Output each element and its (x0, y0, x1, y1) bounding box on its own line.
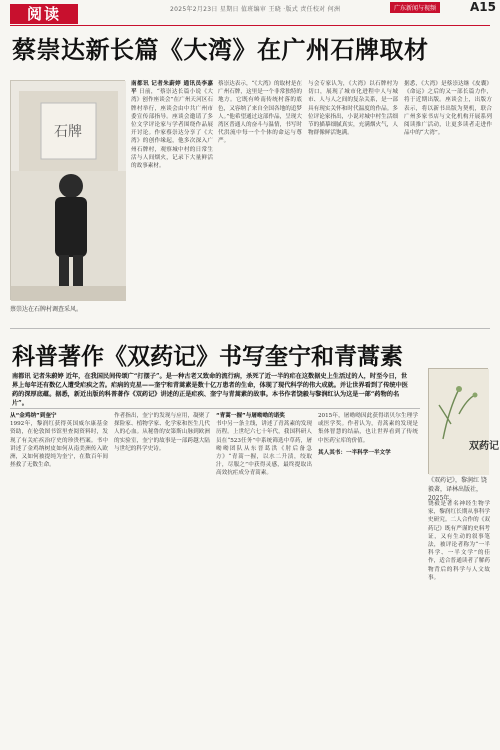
edition-label: 广东新闻与视频 (390, 2, 440, 13)
article1-col3: 与会专家认为，《大湾》以石牌村为切口，展现了城市化进程中人与城市、人与人之间的复杂关系，是一部具有现实关怀和时代温度的作品。多位评论家指出，小说对城中村生活细节的描摹细腻真实，充满烟火气，人物群像鲜活饱满。 (308, 81, 398, 137)
book-title-text: 双药记 (469, 441, 499, 452)
article-divider (10, 328, 490, 329)
article2-lead: 南都讯 记者朱蔚婷 近年，在我国民间传颂广“打摆子”。是一种古老又致命的流行病，杀死了近一半的疟在这数据史上生活过的人，时至今日，世界上每年还有数亿人遭受疟疾之苦。疟病的克星——奎宁和青蒿素是数十亿万患者的生命，体现了现代科学的伟大成就。并让世界看到了传统中医药的深厚底蕴。据悉，新近出版的科普著作《双药记》讲述的正是疟疾、奎宁与青蒿素的故事。本书作者饶毅与黎润红认为这是一部“药物的名片”。 (12, 373, 408, 407)
article1-col1 (131, 80, 213, 318)
subhead-3: 其人其书：一半科学一半文学 (318, 449, 391, 456)
issue-meta: 2025年2月23日 星期日 值班编审 王晓 ·版式 责任校对 何洲 (170, 6, 341, 13)
book-cover-image (428, 368, 499, 474)
article1-col2: 蔡崇达表示，“《大湾》的取材是在广州石牌，这里是一个非常独特的地方。它既有岭南传统村落的底色，又容纳了来自全国各地的追梦人。”他希望通过这部作品，呈现大湾区普通人的奋斗与温情，书写时代洪流中每一个个体的命运与尊严。 (218, 81, 302, 145)
article1-headline: 蔡崇达新长篇《大湾》在广州石牌取材 (12, 36, 429, 64)
article1-byline: 南都讯 记者朱蔚婷 通讯员李嘉平 (131, 81, 213, 96)
photo-sign-text: 石牌 (54, 124, 82, 140)
article2-col4-text: 2015年，屠呦呦因此获得诺贝尔生理学或医学奖。作者认为，青蒿素的发现是集体智慧的结晶，也让世界看到了传统中医药宝库的价值。 (318, 413, 418, 444)
article2-col3-text: 书中另一条主线，讲述了青蒿素的发现历程。上世纪六七十年代，我国科研人员在“523任务”中系统筛选中草药，屠呦呦团队从东晋葛洪《肘后备急方》“青蒿一握，以水二升渍，绞取汁，尽服之”中获得灵感，最终提取出高效抗疟成分青蒿素。 (216, 421, 312, 477)
header-rule (10, 25, 490, 26)
lead-divider (10, 408, 420, 409)
article1-col4: 据悉，《大湾》是蔡崇达继《皮囊》《命运》之后的又一部长篇力作，将于近期出版。座谈会上，出版方表示，将以新书出版为契机，联合广州多家书店与文化机构开展系列阅读推广活动，让更多读者走进作品中的“大湾”。 (404, 81, 492, 137)
article1-col1-text: 日前，“蔡崇达长篇小说《大湾》创作座谈会”在广州天河区石牌村举行，座谈会由中共广州市委宣传部指导。座谈会邀请了多位文学评论家与学者围绕作品展开讨论。作家蔡崇达分享了《大湾》的创作缘起，他多次深入广州石牌村，观察城中村的日常生活与人间烟火，记录下大量鲜活的故事素材。 (131, 89, 213, 170)
article2-headline: 科普著作《双药记》书写奎宁和青蒿素 (12, 344, 403, 370)
section-tag: 阅读 (10, 4, 78, 24)
article2-col1-text: 1992年，黎润红获得英国威尔康基金资助，在伦敦图书馆里查阅资料时，发现了有关疟疾治疗史的珍贵档案。书中讲述了金鸡纳树皮如何从南美洲传入欧洲，又如何被提纯为奎宁，在数百年间拯救了无数生命。 (10, 421, 108, 469)
article2-col3 (216, 412, 312, 742)
article1-photo (10, 80, 125, 300)
page-header (0, 0, 500, 26)
article2-col4 (318, 412, 418, 742)
author-photo-illustration (11, 81, 126, 301)
subhead-2: “青蒿一握”与屠呦呦的诺奖 (216, 413, 285, 419)
article2-col1 (10, 412, 108, 742)
article2-col5: 饶毅是著名神经生物学家，黎润红长期从事科学史研究。二人合作的《双药记》既有严谨的史料考证，又有生动的叙事笔法，被评论者称为“一半科学、一半文学”的佳作，适合普通读者了解药物背后的科学与人文故事。 (428, 501, 490, 581)
subhead-1: 从“金鸡纳”到奎宁 (10, 413, 57, 419)
book-caption: 《双药记》，黎润红 饶毅著，译林出版社，2025年。 (428, 477, 487, 502)
article2-col2: 作者指出，奎宁的发现与应用，凝聚了探险家、植物学家、化学家和医生几代人的心血。从秘鲁的安第斯山脉到欧洲的实验室，奎宁的故事是一部跨越大陆与世纪的科学史诗。 (114, 413, 210, 452)
book-cover-illustration (429, 369, 499, 475)
article1-photo-caption: 蔡崇达在石牌村调查采风。 (10, 306, 83, 313)
page-number: A15 (470, 0, 496, 14)
